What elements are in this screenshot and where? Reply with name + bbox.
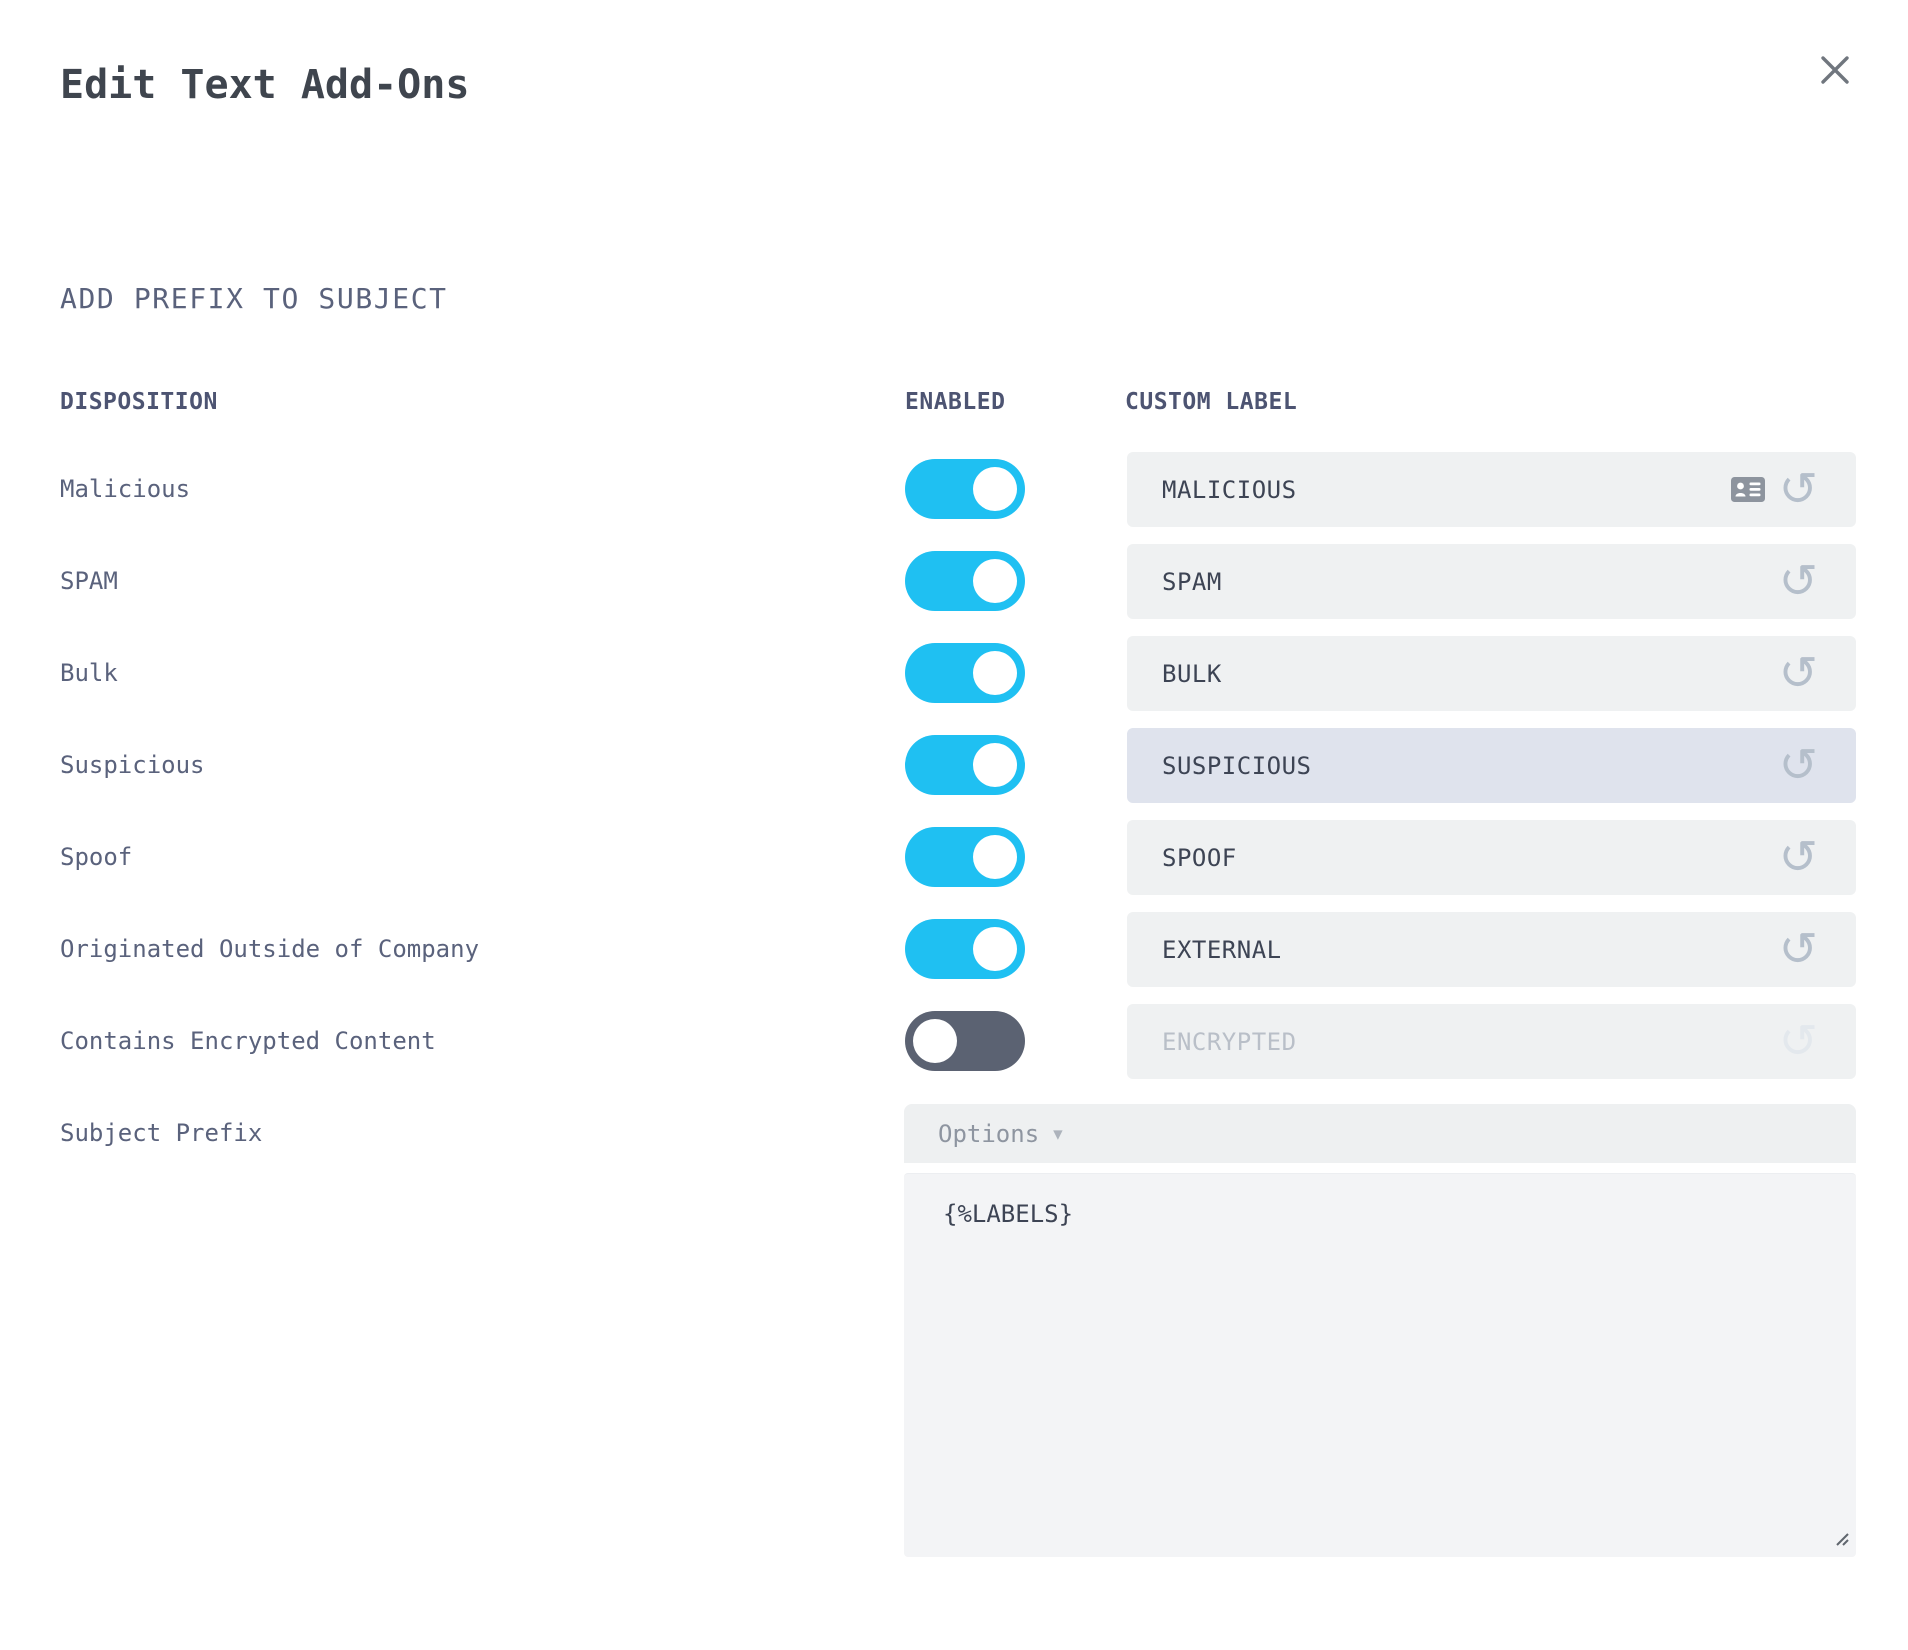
close-button[interactable] (1816, 51, 1854, 89)
toggle-knob (973, 467, 1017, 511)
enabled-toggle[interactable] (905, 551, 1025, 611)
table-row (0, 728, 1908, 803)
custom-label-input[interactable] (1127, 1004, 1856, 1079)
toggle-knob (973, 927, 1017, 971)
column-header-disposition: DISPOSITION (60, 389, 218, 415)
custom-label-input[interactable] (1127, 912, 1856, 987)
table-row (0, 912, 1908, 987)
toggle-knob (973, 651, 1017, 695)
column-header-enabled: ENABLED (905, 389, 1006, 415)
disposition-label: Originated Outside of Company (60, 935, 480, 963)
close-icon (1820, 55, 1850, 85)
column-header-custom-label: CUSTOM LABEL (1125, 389, 1298, 415)
options-dropdown-label: Options (938, 1119, 1040, 1148)
disposition-label: Spoof (60, 843, 133, 871)
custom-label-input[interactable] (1127, 452, 1856, 527)
reset-label-icon[interactable]: ↺ (1778, 646, 1818, 701)
disposition-label: Contains Encrypted Content (60, 1027, 436, 1055)
enabled-toggle[interactable] (905, 735, 1025, 795)
enabled-toggle[interactable] (905, 919, 1025, 979)
table-row (0, 820, 1908, 895)
table-row (0, 636, 1908, 711)
custom-label-input[interactable] (1127, 636, 1856, 711)
custom-label-value: MALICIOUS (1162, 475, 1297, 504)
disposition-label: Malicious (60, 475, 191, 503)
disposition-label: Bulk (60, 659, 118, 687)
toggle-knob (973, 559, 1017, 603)
subject-prefix-textarea[interactable] (904, 1173, 1856, 1557)
custom-label-value: SUSPICIOUS (1162, 751, 1312, 780)
toggle-knob (973, 835, 1017, 879)
reset-label-icon[interactable]: ↺ (1778, 1014, 1818, 1069)
custom-label-input[interactable] (1127, 820, 1856, 895)
reset-label-icon[interactable]: ↺ (1778, 554, 1818, 609)
enabled-toggle[interactable] (905, 1011, 1025, 1071)
custom-label-value: SPOOF (1162, 843, 1237, 872)
custom-label-value: BULK (1162, 659, 1222, 688)
custom-label-input[interactable] (1127, 728, 1856, 803)
enabled-toggle[interactable] (905, 643, 1025, 703)
custom-label-input[interactable] (1127, 544, 1856, 619)
disposition-label: Suspicious (60, 751, 205, 779)
toggle-knob (913, 1019, 957, 1063)
custom-label-value: ENCRYPTED (1162, 1027, 1297, 1056)
table-row (0, 1004, 1908, 1079)
options-dropdown[interactable] (904, 1104, 1856, 1163)
reset-label-icon[interactable]: ↺ (1778, 922, 1818, 977)
page-title: Edit Text Add-Ons (60, 62, 470, 108)
section-heading: ADD PREFIX TO SUBJECT (60, 282, 448, 315)
table-row (0, 544, 1908, 619)
table-row (0, 452, 1908, 527)
chevron-down-icon: ▾ (1053, 1122, 1063, 1145)
custom-label-value: EXTERNAL (1162, 935, 1282, 964)
reset-label-icon[interactable]: ↺ (1778, 830, 1818, 885)
subject-prefix-label: Subject Prefix (60, 1119, 263, 1147)
toggle-knob (973, 743, 1017, 787)
reset-label-icon[interactable]: ↺ (1778, 462, 1818, 517)
enabled-toggle[interactable] (905, 459, 1025, 519)
disposition-rows (0, 452, 1908, 1096)
enabled-toggle[interactable] (905, 827, 1025, 887)
contact-card-icon[interactable] (1731, 477, 1765, 502)
subject-prefix-value: {%LABELS} (943, 1200, 1074, 1228)
resize-handle-icon[interactable] (1831, 1528, 1851, 1552)
disposition-label: SPAM (60, 567, 118, 595)
reset-label-icon[interactable]: ↺ (1778, 738, 1818, 793)
custom-label-value: SPAM (1162, 567, 1222, 596)
